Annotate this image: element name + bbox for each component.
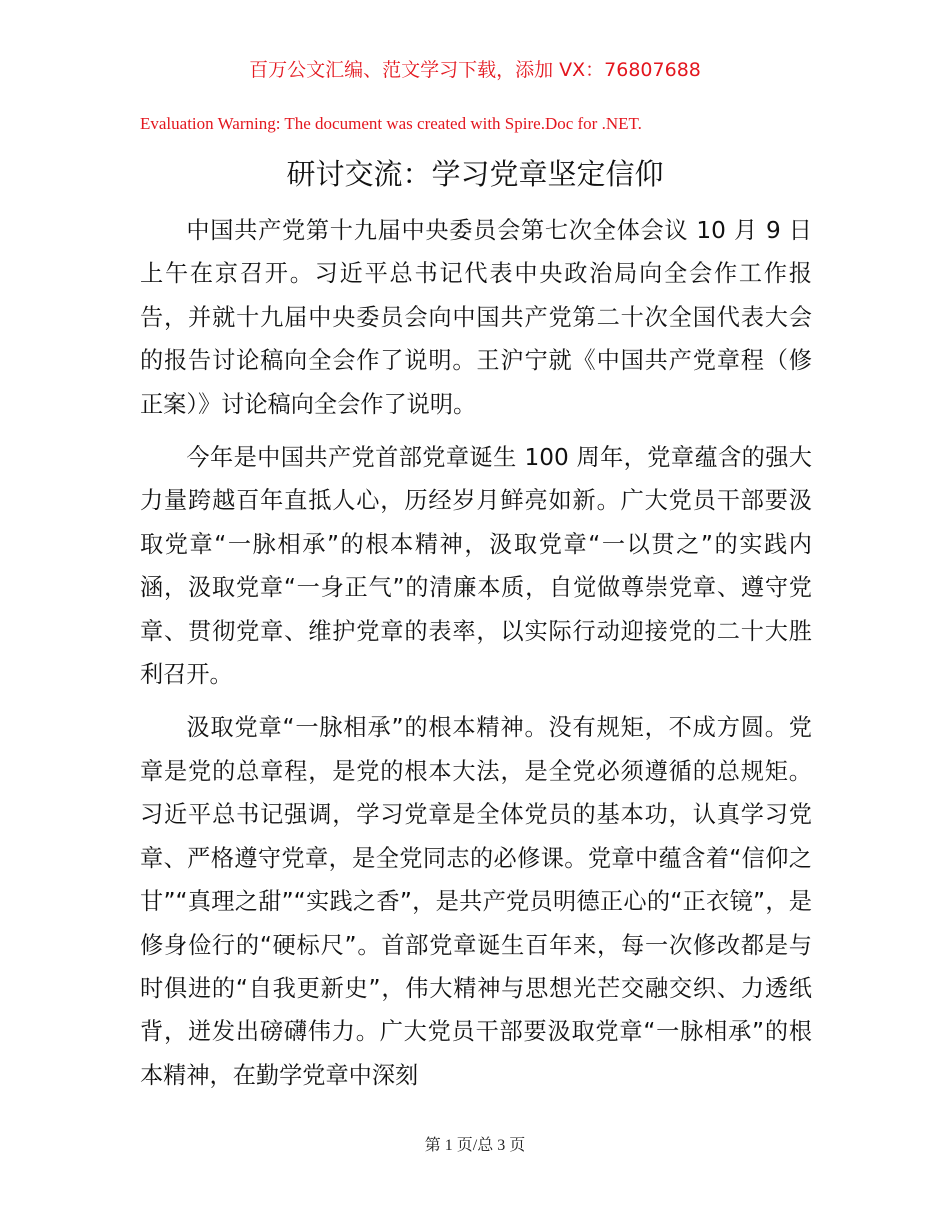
evaluation-warning: Evaluation Warning: The document was created with Spire.Doc for .NET. (140, 114, 642, 133)
paragraph: 汲取党章“一脉相承”的根本精神。没有规矩，不成方圆。党章是党的总章程，是党的根本大法，是全党必须遵循的总规矩。习近平总书记强调，学习党章是全体党员的基本功，认真学习党章、严格遵守党章，是全党同志的必修课。党章中蕴含着“信仰之甘”“真理之甜”“实践之香”，是共产党员明德正心的“正衣镜”，是修身俭行的“硬标尺”。首部党章诞生百年来，每一次修改都是与时俱进的“自我更新史”，伟大精神与思想光芒交融交织、力透纸背，迸发出磅礴伟力。广大党员干部要汲取党章“一脉相承”的根本精神，在勤学党章中深刻 (140, 714, 812, 1089)
paragraph: 中国共产党第十九届中央委员会第七次全体会议 10 月 9 日上午在京召开。习近平总书记代表中央政治局向全会作工作报告，并就十九届中央委员会向中国共产党第二十次全国代表大会的报告讨论稿向全会作了说明。王沪宁就《中国共产党章程（修正案）》讨论稿向全会作了说明。 (140, 217, 812, 418)
header-banner: 百万公文汇编、范文学习下载，添加 VX：76807688 (249, 59, 701, 81)
paragraph: 今年是中国共产党首部党章诞生 100 周年，党章蕴含的强大力量跨越百年直抵人心，历经岁月鲜亮如新。广大党员干部要汲取党章“一脉相承”的根本精神，汲取党章“一以贯之”的实践内涵，汲取党章“一身正气”的清廉本质，自觉做尊崇党章、遵守党章、贯彻党章、维护党章的表率，以实际行动迎接党的二十大胜利召开。 (140, 444, 812, 689)
document-title: 研讨交流：学习党章坚定信仰 (286, 157, 664, 191)
page-indicator: 第 1 页/总 3 页 (424, 1137, 526, 1154)
document-body (140, 209, 812, 1107)
